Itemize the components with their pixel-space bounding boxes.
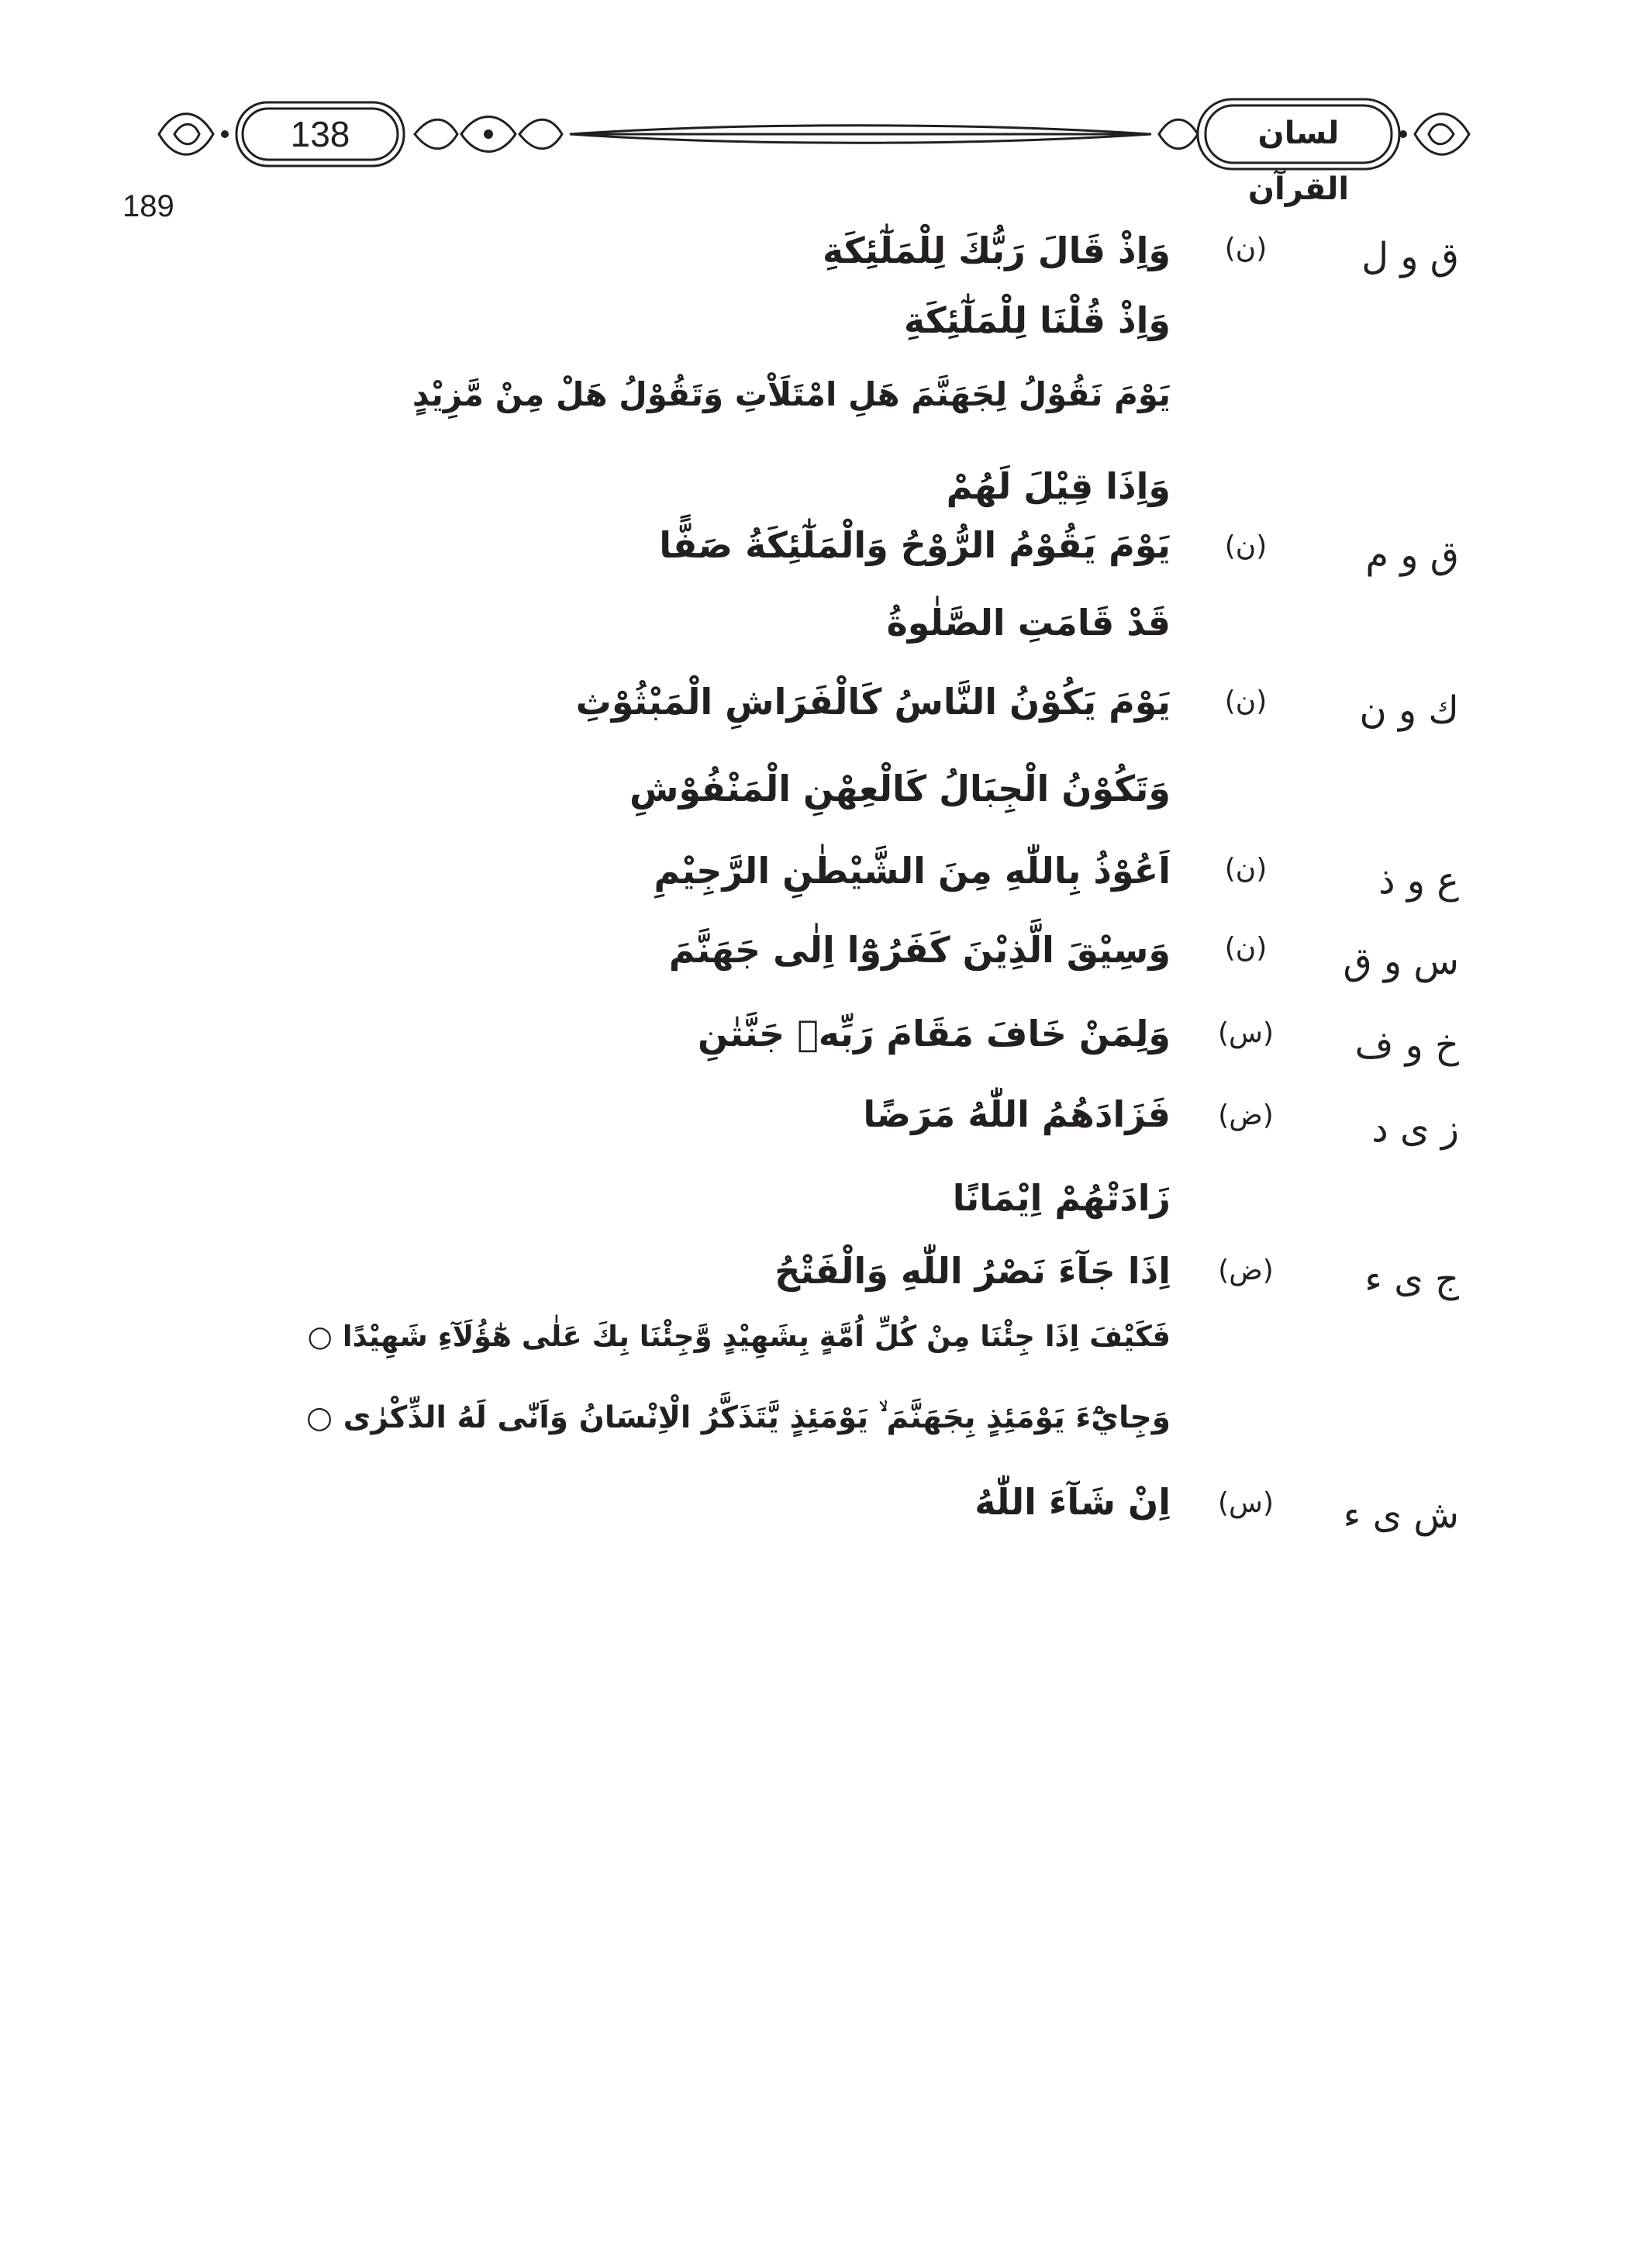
entry-verse: فَكَيْفَ اِذَا جِئْنَا مِنْ كُلِّ اُمَّةٍ بِشَهِيْدٍ وَّجِئْنَا بِكَ عَلٰى هٰٓؤُلَآءِ شَهِيْدًا ○ bbox=[307, 1320, 1171, 1353]
entry-root: ك و ن bbox=[1359, 689, 1459, 732]
entry-root: ق و ل bbox=[1361, 235, 1459, 278]
entry-root: س و ق bbox=[1343, 940, 1459, 983]
entry-verse: وَلِمَنْ خَافَ مَقَامَ رَبِّهٖ جَنَّتٰنِ bbox=[698, 1013, 1171, 1055]
entry-verse: يَوْمَ يَقُوْمُ الرُّوْحُ وَالْمَلٰٓئِكَةُ صَفًّا bbox=[659, 524, 1171, 566]
entry-gender: (س) bbox=[1217, 1487, 1274, 1519]
entry-gender: (س) bbox=[1217, 1017, 1274, 1049]
marginal-number: 189 bbox=[122, 189, 174, 223]
entry-verse: فَزَادَهُمُ اللّٰهُ مَرَضًا bbox=[863, 1093, 1171, 1135]
entry-gender: (ض) bbox=[1218, 1099, 1274, 1131]
entry-verse: وَجِايْٓءَ يَوْمَئِذٍ بِجَهَنَّمَ ۙ يَوْمَئِذٍ يَّتَذَكَّرُ الْاِنْسَانُ وَاَنّٰى لَهُ الذِّكْرٰى ○ bbox=[306, 1400, 1171, 1435]
entry-gender: (ن) bbox=[1224, 685, 1268, 717]
entry-gender: (ن) bbox=[1224, 932, 1268, 964]
entry-verse: وَاِذْ قَالَ رَبُّكَ لِلْمَلٰٓئِكَةِ bbox=[823, 230, 1171, 271]
entry-verse: يَوْمَ نَقُوْلُ لِجَهَنَّمَ هَلِ امْتَلَاْتِ وَتَقُوْلُ هَلْ مِنْ مَّزِيْدٍ bbox=[412, 375, 1171, 413]
page-number: 138 bbox=[290, 114, 350, 154]
entry-verse: اَعُوْذُ بِاللّٰهِ مِنَ الشَّيْطٰنِ الرَّجِيْمِ bbox=[654, 850, 1171, 892]
entry-verse: وَاِذَا قِيْلَ لَهُمْ bbox=[946, 465, 1171, 507]
entry-verse: يَوْمَ يَكُوْنُ النَّاسُ كَالْفَرَاشِ الْمَبْثُوْثِ bbox=[575, 681, 1171, 723]
entry-verse: زَادَتْهُمْ اِيْمَانًا bbox=[952, 1177, 1171, 1219]
entry-gender: (ن) bbox=[1224, 853, 1268, 885]
entry-verse: وَاِذْ قُلْنَا لِلْمَلٰٓئِكَةِ bbox=[903, 299, 1171, 341]
entry-gender: (ن) bbox=[1224, 233, 1268, 264]
entry-verse: وَسِيْقَ الَّذِيْنَ كَفَرُوْٓا اِلٰى جَهَنَّمَ bbox=[668, 929, 1171, 971]
entry-verse: وَتَكُوْنُ الْجِبَالُ كَالْعِهْنِ الْمَنْفُوْشِ bbox=[629, 768, 1171, 810]
entry-root: ع و ذ bbox=[1378, 859, 1459, 903]
entry-root: خ و ف bbox=[1354, 1024, 1459, 1067]
entry-root: ز ى د bbox=[1371, 1107, 1459, 1151]
entry-root: ش ى ء bbox=[1343, 1493, 1459, 1537]
entry-root: ج ى ء bbox=[1364, 1258, 1459, 1301]
entry-verse: اِذَا جَآءَ نَصْرُ اللّٰهِ وَالْفَتْحُ bbox=[774, 1250, 1171, 1292]
entry-verse: قَدْ قَامَتِ الصَّلٰوةُ bbox=[886, 602, 1171, 644]
entry-verse: اِنْ شَآءَ اللّٰهُ bbox=[974, 1481, 1171, 1523]
entry-root: ق و م bbox=[1365, 533, 1459, 577]
entry-gender: (ض) bbox=[1218, 1255, 1274, 1286]
book-title: لسان القرآن bbox=[1247, 116, 1350, 207]
entry-gender: (ن) bbox=[1224, 530, 1268, 562]
